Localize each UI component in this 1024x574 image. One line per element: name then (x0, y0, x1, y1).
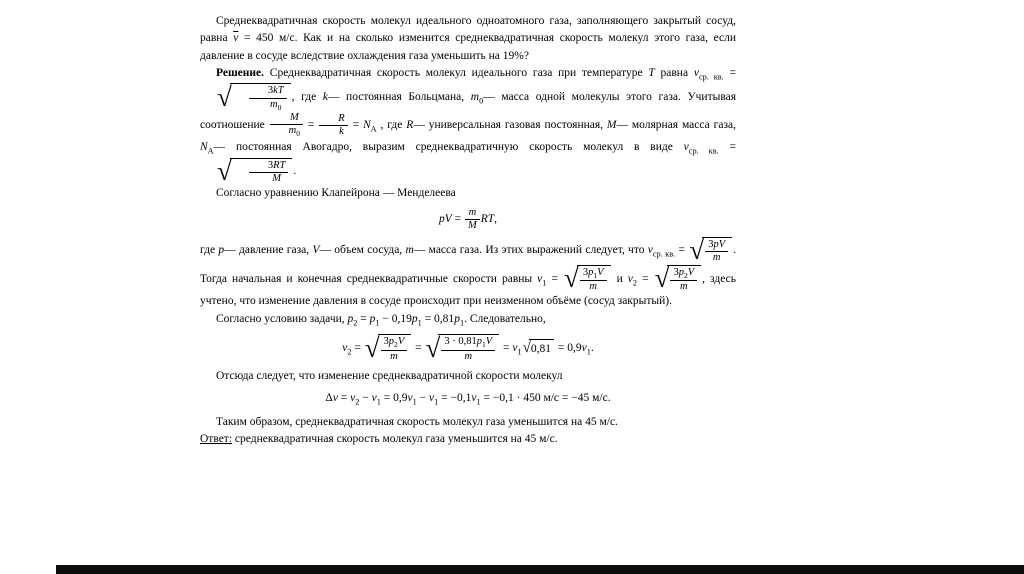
radicand (577, 265, 611, 294)
answer-label: Ответ: (200, 433, 233, 446)
v1-subscript: 1 (412, 397, 417, 407)
v1-subscript: 1 (542, 277, 547, 287)
numerator (319, 113, 347, 126)
sqrt-3RT-M (201, 155, 292, 186)
fraction-3p2V-m (670, 267, 697, 294)
minus-term: − 0,19 (379, 312, 412, 325)
denominator (580, 281, 607, 293)
problem-text-1: Среднеквадратичная скорость молекул идеального одноатомного газа, заполняющего закрытый сосуд, равна (200, 15, 736, 45)
var-M: M (289, 112, 299, 124)
conclusion-paragraph: Таким образом, среднеквадратичная скорость молекул газа уменьшится на 45 м/с. (216, 416, 618, 429)
v1-symbol: v (407, 392, 413, 405)
v2-symbol: v (627, 272, 633, 285)
p2-symbol: p (347, 312, 354, 325)
radical-icon: √ (689, 235, 705, 266)
var-p: p (678, 266, 684, 278)
result-term: = −0,1 · 450 м/с = −45 м/с. (480, 392, 611, 405)
var-m: m (270, 98, 278, 110)
m-symbol: m (405, 244, 414, 257)
v1-symbol: v (429, 392, 435, 405)
text-7: , здесь учтено, что изменение давления в сосуде происходит при неизменном объёме (сосуд закрытый). (200, 272, 736, 308)
var-m: m (712, 252, 721, 264)
fraction-3p2V-m (381, 336, 408, 363)
v1-symbol: v (581, 342, 587, 355)
text-2: — давление газа, (224, 244, 313, 257)
solution-text-4: — постоянная Больцмана, (327, 91, 471, 104)
v1-subscript: 1 (586, 347, 591, 357)
var-k: k (339, 126, 344, 138)
RT-symbol: RT (480, 213, 495, 226)
denominator (441, 351, 495, 363)
sqrt-3pV-m (689, 237, 732, 264)
v1-subscript: 1 (476, 397, 481, 407)
denominator (249, 99, 287, 113)
pV-symbol: pV (438, 213, 452, 226)
comma: , (494, 213, 498, 226)
var-m: m (468, 207, 477, 219)
p1-symbol: p (454, 312, 460, 325)
value-081: 0,81 (530, 343, 552, 356)
var-V: V (485, 336, 493, 348)
text-4: — масса газа. Из этих выражений следует, что (413, 244, 648, 257)
delta-symbol: Δ (325, 392, 333, 405)
v2-subscript: 2 (347, 347, 352, 357)
problem-statement (200, 13, 736, 65)
answer-paragraph (200, 431, 736, 448)
text-1: где (200, 244, 219, 257)
sqrt-3-081p1V-m (426, 334, 500, 363)
v-rms-subscript-2: ср. кв. (688, 146, 719, 156)
vars: pV (713, 239, 726, 251)
equation-v2 (200, 334, 736, 363)
v1-subscript: 1 (376, 397, 381, 407)
v1-subscript: 1 (434, 397, 439, 407)
solution-text-8: — молярная масса газа, (616, 119, 736, 132)
numerator (381, 336, 408, 351)
radical-icon: √ (217, 155, 232, 186)
vars: kT (273, 85, 284, 97)
equals-sign: = (500, 342, 513, 355)
M-symbol: M (606, 119, 617, 132)
equals-sign: = (675, 244, 689, 257)
var-m: m (589, 281, 597, 293)
fraction-3p1V-m (580, 267, 607, 294)
v-rms-symbol: v (647, 244, 653, 257)
radicand (529, 339, 554, 358)
sub-0: 0 (277, 102, 282, 112)
var-m: m (679, 281, 688, 293)
text-1: Согласно условию задачи, (216, 312, 348, 325)
var-p: p (476, 336, 482, 348)
equals-sign: = (546, 272, 563, 285)
answer-text: среднеквадратичная скорость молекул газа уменьшится на 45 м/с. (232, 433, 558, 446)
fraction-3pV-m (705, 239, 728, 264)
radicand (378, 334, 412, 363)
denominator (319, 126, 347, 138)
equals-sign: = (304, 119, 319, 132)
v-rms-symbol-2: v (683, 141, 689, 154)
radicand (230, 158, 293, 185)
radical-icon: √ (364, 333, 380, 364)
denominator (670, 281, 697, 293)
fraction-3RT-M (249, 160, 289, 185)
R-symbol: R (406, 119, 414, 132)
p2-subscript: 2 (353, 317, 358, 327)
v1-symbol: v (471, 392, 477, 405)
text-5: . Тогда начальная и конечная среднеквадратичные скорости равны (200, 244, 736, 285)
var-m: m (288, 125, 297, 137)
variables-paragraph (200, 237, 736, 310)
equals-sign: = (637, 272, 654, 285)
solution-label: Решение. (216, 66, 265, 79)
sqrt-3kT-m0 (201, 83, 291, 112)
radical-icon: √ (564, 263, 579, 294)
v2-subscript: 2 (632, 277, 638, 287)
solution-text-2: равна (654, 66, 694, 79)
equals-term: = 0,81 (421, 312, 455, 325)
p1-subscript: 1 (459, 317, 465, 327)
fraction-R-k (319, 113, 347, 138)
radicand (438, 334, 499, 363)
condition-paragraph (200, 311, 736, 330)
equals-term: = −0,1 (438, 392, 472, 405)
equals-sign: = (337, 392, 351, 405)
sqrt-081 (523, 339, 554, 358)
k-symbol: k (322, 91, 328, 104)
var-V: V (397, 336, 405, 348)
m0-subscript: 0 (479, 96, 484, 106)
v2-symbol: v (342, 342, 348, 355)
avogadro-symbol-2: N (200, 141, 208, 154)
var-V: V (597, 266, 604, 278)
avogadro-subscript: A (370, 124, 377, 134)
coef: 3 (267, 159, 274, 171)
denominator (270, 125, 303, 139)
sub-2: 2 (683, 270, 688, 280)
v-rms-symbol: v (693, 66, 699, 79)
equals-sign: = (451, 213, 464, 226)
radical-icon: √ (654, 263, 670, 294)
radicand (230, 83, 291, 112)
clapeyron-intro: Согласно уравнению Клапейрона — Менделеева (216, 187, 456, 199)
numerator (465, 207, 480, 220)
var-V: V (687, 266, 695, 278)
var-M: M (272, 172, 281, 184)
p1-symbol: p (411, 312, 418, 325)
coef: 3 (673, 266, 679, 278)
minus-sign: − (359, 392, 372, 405)
solution-text-block (200, 13, 736, 449)
avogadro-symbol: N (362, 119, 371, 132)
equals-term: = 0,9 (380, 392, 408, 405)
p-symbol: p (218, 244, 225, 257)
solution-text-5: — масса одной молекулы этого газа. Учитывая соотношение (200, 91, 736, 132)
coef: 3 (708, 239, 714, 251)
p1-subscript: 1 (417, 317, 422, 327)
equals-sign: = (412, 342, 425, 355)
solution-text-9: — постоянная Авогадро, выразим среднеквадратичную скорость молекул в виде (213, 141, 684, 154)
avogadro-subscript-2: A (207, 146, 214, 156)
v1-subscript: 1 (517, 347, 522, 357)
sub-2: 2 (394, 340, 398, 350)
v-rms-subscript: ср. кв. (698, 72, 724, 82)
equation-clapeyron (200, 207, 736, 232)
text-3: — объем сосуда, (319, 244, 406, 257)
equals-sign: = (718, 141, 736, 154)
var-M: M (467, 220, 477, 232)
fraction-M-m0 (270, 112, 303, 139)
numerator (580, 267, 607, 282)
var-p: p (388, 336, 395, 348)
v1-symbol: v (537, 272, 543, 285)
denominator (381, 351, 408, 363)
fraction-m-M (465, 207, 480, 232)
equation-delta-v (200, 390, 736, 409)
period: . (590, 342, 594, 355)
equals-sign: = (357, 312, 370, 325)
v1-symbol: v (512, 342, 518, 355)
solution-text-7: — универсальная газовая постоянная, (413, 119, 607, 132)
var-m: m (390, 351, 398, 363)
denominator (465, 220, 480, 232)
denominator (249, 173, 289, 185)
m0-symbol: m (470, 91, 480, 104)
fraction-3kT-m0 (249, 85, 287, 112)
fraction-3-081p1V-m (441, 336, 495, 363)
text-6: и (611, 272, 628, 285)
minus-sign: − (416, 392, 430, 405)
vars: RT (273, 159, 286, 171)
radicand (702, 237, 732, 264)
var-R: R (338, 113, 345, 125)
radical-icon: √ (425, 333, 441, 364)
equals-term: = 0,9 (555, 342, 582, 355)
numerator (670, 267, 697, 282)
v1-symbol: v (371, 392, 377, 405)
equals-sign: = (723, 66, 736, 79)
var-p: p (588, 266, 594, 278)
sqrt-3p1V-m (564, 265, 611, 294)
p1-symbol: p (369, 312, 376, 325)
delta-intro: Отсюда следует, что изменение среднеквадратичной скорости молекул (216, 370, 563, 383)
coef: 3 (267, 85, 274, 97)
bottom-black-bar (56, 565, 1024, 574)
radicand (667, 265, 701, 294)
sqrt-3p2V-m (655, 265, 702, 294)
coef: 3 (383, 336, 389, 348)
sub-0: 0 (296, 129, 301, 139)
numerator (249, 85, 287, 98)
sub-1: 1 (481, 340, 486, 350)
problem-text-2: = 450 м/с. Как и на сколько изменится среднеквадратичная скорость молекул этого газа, если давление в сосуде вследствие охлаждения газа уменьшить на 19%? (200, 32, 736, 62)
numerator (249, 160, 289, 173)
numerator (441, 336, 495, 351)
v2-subscript: 2 (355, 397, 360, 407)
radical-icon: √ (217, 82, 232, 113)
numerator (270, 112, 303, 125)
solution-text-3: , где (291, 91, 323, 104)
coef: 3 · 0,81 (444, 336, 477, 348)
period: . (293, 165, 297, 178)
V-symbol: V (312, 244, 320, 257)
v-symbol: v (332, 392, 338, 405)
sqrt-3p2V-m (365, 334, 412, 363)
text-2: . Следовательно, (464, 312, 546, 325)
v2-symbol: v (350, 392, 356, 405)
equals-sign: = (351, 342, 364, 355)
equals-sign: = (348, 119, 363, 132)
sub-1: 1 (593, 270, 598, 280)
v-rms-subscript: ср. кв. (652, 249, 676, 259)
denominator (705, 252, 728, 264)
solution-text-1: Среднеквадратичная скорость молекул идеального газа при температуре (264, 66, 649, 79)
temperature-symbol: T (648, 66, 655, 79)
solution-paragraph (200, 65, 736, 185)
solution-text-6: , где (376, 119, 407, 132)
var-m: m (464, 351, 473, 363)
p1-subscript: 1 (375, 317, 380, 327)
numerator (705, 239, 728, 252)
radical-icon: √ (522, 340, 531, 357)
v-mean-overline-symbol: $\overline{v}$ (233, 32, 239, 45)
coef: 3 (582, 266, 589, 278)
